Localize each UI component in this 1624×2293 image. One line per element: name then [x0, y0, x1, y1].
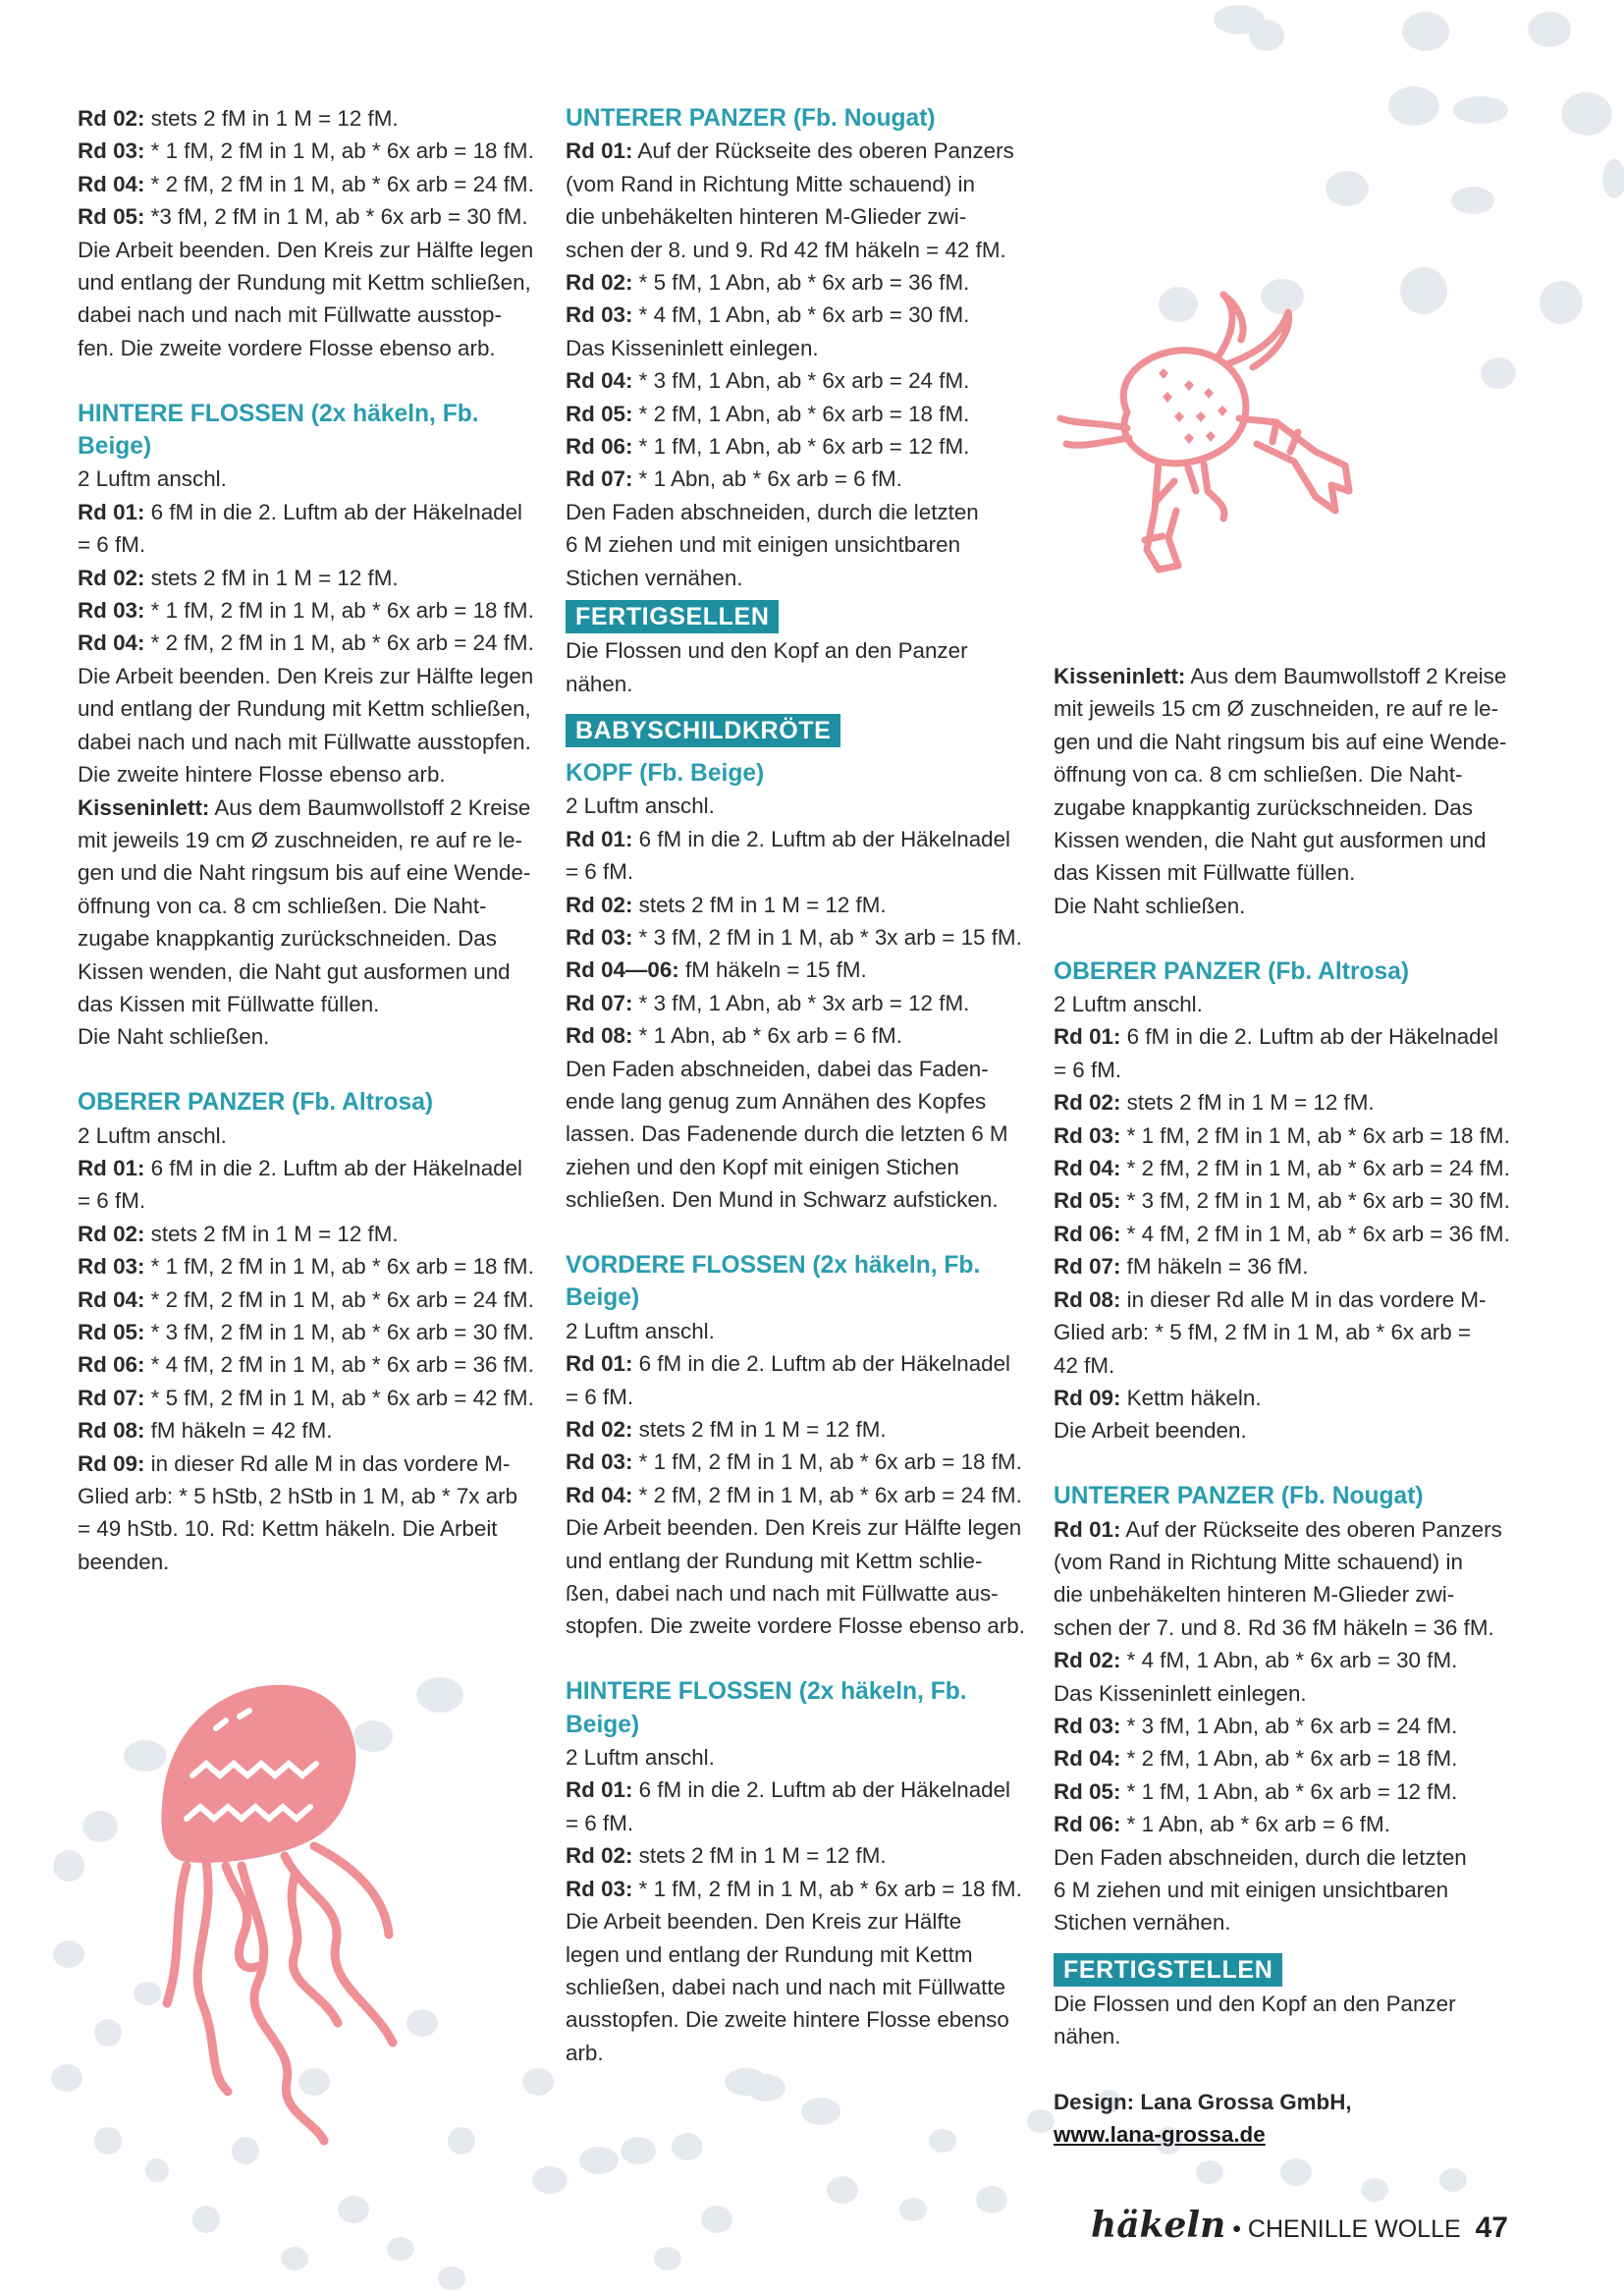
text-line: = 6 fM. [566, 859, 634, 885]
footer-title: CHENILLE WOLLE [1247, 2215, 1461, 2243]
text-block-col2-d [566, 1315, 1025, 1643]
lana-grossa-link[interactable]: www.lana-grossa.de [1054, 2122, 1266, 2148]
text-line: Rd 02: stets 2 fM in 1 M = 12 fM. [566, 1417, 887, 1443]
heading-unterer-panzer: UNTERER PANZER (Fb. Nougat) [566, 105, 936, 132]
text-line: Rd 03: * 1 fM, 2 fM in 1 M, ab * 6x arb = 18 fM. [78, 138, 534, 164]
text-line: legen und entlang der Rundung mit Kettm [566, 1941, 973, 1967]
text-line: Die Arbeit beenden. Den Kreis zur Hälfte legen [566, 1515, 1022, 1541]
text-line: Rd 07: * 1 Abn, ab * 6x arb = 6 fM. [566, 466, 902, 492]
text-line: Die Arbeit beenden. Den Kreis zur Hälfte legen [78, 237, 534, 262]
text-line: Rd 04: * 2 fM, 2 fM in 1 M, ab * 6x arb = 24 fM. [1054, 1156, 1510, 1181]
text-line: 2 Luftm anschl. [566, 1745, 715, 1771]
text-line: Rd 02: * 4 fM, 1 Abn, ab * 6x arb = 30 fM. [1054, 1648, 1458, 1673]
heading-kopf: KOPF (Fb. Beige) [566, 759, 765, 787]
text-line: Rd 04: * 2 fM, 2 fM in 1 M, ab * 6x arb = 24 fM. [78, 1286, 534, 1312]
text-line: die unbehäkelten hinteren M-Glieder zwi- [566, 204, 967, 230]
text-line: 6 M ziehen und mit einigen unsichtbaren [1054, 1878, 1449, 1902]
section-bar-fertigstellen: FERTIGSTELLEN [1054, 1953, 1282, 1987]
text-line: 2 Luftm anschl. [78, 1122, 227, 1148]
text-line: schen der 8. und 9. Rd 42 fM häkeln = 42 fM. [566, 237, 1006, 262]
text-block-col1-a [78, 102, 537, 364]
text-line: Rd 03: * 1 fM, 2 fM in 1 M, ab * 6x arb = 18 fM. [566, 1876, 1022, 1901]
text-block-col2-c [566, 790, 1025, 1216]
text-line: = 6 fM. [566, 1810, 634, 1835]
text-line: 42 fM. [1054, 1352, 1115, 1378]
text-line: und entlang der Rundung mit Kettm schlie- [566, 1548, 983, 1573]
text-line: Rd 05: * 3 fM, 2 fM in 1 M, ab * 6x arb = 30 fM. [78, 1320, 534, 1344]
text-block-col1-b [78, 463, 537, 1053]
heading-unterer-panzer-2: UNTERER PANZER (Fb. Nougat) [1054, 1483, 1424, 1510]
text-line: dabei nach und nach mit Füllwatte ausstopfen. [78, 729, 531, 754]
text-line: Rd 07: * 5 fM, 2 fM in 1 M, ab * 6x arb = 42 fM. [78, 1385, 534, 1410]
text-block-col2-b [566, 634, 1025, 700]
text-line: Glied arb: * 5 fM, 2 fM in 1 M, ab * 6x arb = [1054, 1320, 1471, 1345]
text-line: Glied arb: * 5 hStb, 2 hStb in 1 M, ab * 7x arb [78, 1484, 518, 1509]
text-line: Kissen wenden, die Naht gut ausformen und [1054, 828, 1487, 853]
text-line: Das Kisseninlett einlegen. [566, 335, 819, 360]
text-line: Rd 02: stets 2 fM in 1 M = 12 fM. [78, 565, 399, 590]
text-line: = 6 fM. [1054, 1057, 1122, 1082]
text-line: Rd 09: Kettm häkeln. [1054, 1385, 1262, 1410]
heading-hintere-flossen: HINTERE FLOSSEN (2x häkeln, Fb. Beige) [78, 400, 479, 461]
text-line: Den Faden abschneiden, durch die letzten [1054, 1844, 1467, 1870]
text-line: das Kissen mit Füllwatte füllen. [78, 991, 380, 1016]
column-middle [566, 102, 1025, 2069]
text-line: ziehen und den Kopf mit einigen Stichen [566, 1154, 959, 1179]
text-line: schließen, dabei nach und nach mit Füllwatte [566, 1974, 1006, 1999]
text-line: mit jeweils 15 cm Ø zuschneiden, re auf re le- [1054, 696, 1498, 722]
text-line: Rd 04—06: fM häkeln = 15 fM. [566, 957, 867, 983]
text-line: 6 M ziehen und mit einigen unsichtbaren [566, 532, 961, 558]
text-line: und entlang der Rundung mit Kettm schließen, [78, 270, 531, 296]
text-line: Stichen vernähen. [566, 565, 743, 590]
footer-script-logo: häkeln [1091, 2205, 1226, 2246]
text-line: 2 Luftm anschl. [566, 1318, 715, 1343]
text-line: Rd 06: * 4 fM, 2 fM in 1 M, ab * 6x arb = 36 fM. [78, 1352, 534, 1378]
text-line: Rd 02: stets 2 fM in 1 M = 12 fM. [1054, 1090, 1375, 1116]
text-line: Die Arbeit beenden. [1054, 1418, 1247, 1444]
text-line: Die Naht schließen. [78, 1024, 270, 1050]
text-line: öffnung von ca. 8 cm schließen. Die Naht- [78, 893, 487, 918]
text-block-col3-b [1054, 988, 1513, 1447]
text-line: beenden. [78, 1549, 170, 1574]
text-line: Rd 01: 6 fM in die 2. Luftm ab der Häkelnadel [566, 1777, 1011, 1803]
text-line: Rd 03: * 1 fM, 2 fM in 1 M, ab * 6x arb = 18 fM. [566, 1449, 1022, 1475]
text-line: (vom Rand in Richtung Mitte schauend) in [566, 171, 975, 196]
text-line: Rd 01: Auf der Rückseite des oberen Panzers [566, 138, 1014, 164]
heading-hintere-flossen-2: HINTERE FLOSSEN (2x häkeln, Fb. Beige) [566, 1678, 967, 1738]
crab-illustration [1060, 295, 1349, 570]
jellyfish-illustration [161, 1685, 393, 2141]
text-line: Die zweite hintere Flosse ebenso arb. [78, 762, 446, 788]
text-line: Rd 03: * 4 fM, 1 Abn, ab * 6x arb = 30 fM. [566, 302, 970, 328]
text-line: Rd 08: fM häkeln = 42 fM. [78, 1418, 333, 1444]
text-line: Rd 08: * 1 Abn, ab * 6x arb = 6 fM. [566, 1023, 902, 1049]
text-line: Rd 06: * 4 fM, 2 fM in 1 M, ab * 6x arb = 36 fM. [1054, 1221, 1510, 1246]
text-line: 2 Luftm anschl. [1054, 992, 1203, 1017]
text-line: lassen. Das Fadenende durch die letzten 6 M [566, 1121, 1008, 1147]
text-line: = 49 hStb. 10. Rd: Kettm häkeln. Die Arbeit [78, 1516, 498, 1542]
text-block-col1-c [78, 1119, 537, 1579]
column-right [1054, 660, 1513, 2152]
text-line: Rd 01: 6 fM in die 2. Luftm ab der Häkelnadel [566, 1351, 1011, 1377]
page-number: 47 [1475, 2211, 1508, 2244]
text-line: Rd 07: fM häkeln = 36 fM. [1054, 1254, 1309, 1280]
text-line: ende lang genug zum Annähen des Kopfes [566, 1088, 987, 1114]
text-line: Den Faden abschneiden, durch die letzten [566, 499, 979, 524]
text-line: die unbehäkelten hinteren M-Glieder zwi- [1054, 1582, 1455, 1608]
text-line: Rd 04: * 2 fM, 1 Abn, ab * 6x arb = 18 fM. [1054, 1746, 1458, 1772]
text-line: ausstopfen. Die zweite hintere Flosse ebenso [566, 2007, 1009, 2033]
text-line: Rd 05: * 2 fM, 1 Abn, ab * 6x arb = 18 fM. [566, 401, 970, 426]
text-line: Rd 04: * 3 fM, 1 Abn, ab * 6x arb = 24 fM. [566, 368, 970, 394]
text-line: = 6 fM. [78, 1188, 146, 1214]
text-line: schließen. Den Mund in Schwarz aufsticken. [566, 1187, 999, 1213]
text-line: dabei nach und nach mit Füllwatte ausstop- [78, 302, 502, 328]
text-line: fen. Die zweite vordere Flosse ebenso arb. [78, 335, 496, 360]
text-line: zugabe knappkantig zurückschneiden. Das [78, 926, 497, 952]
design-link-line [1054, 2118, 1513, 2151]
text-line: stopfen. Die zweite vordere Flosse ebenso arb. [566, 1613, 1025, 1639]
text-line: schen der 7. und 8. Rd 36 fM häkeln = 36 fM. [1054, 1614, 1494, 1640]
text-line: Rd 05: * 1 fM, 1 Abn, ab * 6x arb = 12 fM. [1054, 1778, 1458, 1804]
text-line: 2 Luftm anschl. [78, 466, 227, 492]
text-block-col2-a [566, 135, 1025, 594]
text-line: Das Kisseninlett einlegen. [1054, 1680, 1307, 1706]
text-line: und entlang der Rundung mit Kettm schließen, [78, 696, 531, 722]
text-line: Rd 01: 6 fM in die 2. Luftm ab der Häkelnadel [1054, 1024, 1499, 1050]
text-line: Rd 06: * 1 fM, 1 Abn, ab * 6x arb = 12 fM. [566, 434, 970, 460]
text-line: (vom Rand in Richtung Mitte schauend) in [1054, 1549, 1463, 1574]
column-left [78, 102, 537, 1578]
text-line: Rd 02: stets 2 fM in 1 M = 12 fM. [78, 1221, 399, 1246]
text-line: Rd 05: * 3 fM, 2 fM in 1 M, ab * 6x arb = 30 fM. [1054, 1188, 1510, 1214]
section-bar-babyschildkroete: BABYSCHILDKRÖTE [566, 714, 840, 747]
text-line: Rd 03: * 3 fM, 2 fM in 1 M, ab * 3x arb = 15 fM. [566, 924, 1022, 950]
text-line: Rd 03: * 1 fM, 2 fM in 1 M, ab * 6x arb = 18 fM. [78, 1254, 534, 1280]
text-line: Rd 09: in dieser Rd alle M in das vordere M- [78, 1450, 511, 1476]
text-line: Rd 03: * 3 fM, 1 Abn, ab * 6x arb = 24 fM. [1054, 1713, 1458, 1738]
text-line: Rd 02: * 5 fM, 1 Abn, ab * 6x arb = 36 fM. [566, 270, 970, 296]
footer-separator: • [1232, 2215, 1241, 2243]
text-block-col3-a [1054, 660, 1513, 922]
text-line: 2 Luftm anschl. [566, 793, 715, 819]
text-line: Rd 02: stets 2 fM in 1 M = 12 fM. [78, 106, 399, 131]
text-line: Den Faden abschneiden, dabei das Faden- [566, 1056, 989, 1081]
text-line: Rd 04: * 2 fM, 2 fM in 1 M, ab * 6x arb = 24 fM. [78, 630, 534, 656]
text-line: Stichen vernähen. [1054, 1910, 1231, 1936]
text-line: Rd 01: Auf der Rückseite des oberen Panzers [1054, 1516, 1502, 1542]
text-line: arb. [566, 2040, 604, 2065]
text-line: Rd 06: * 1 Abn, ab * 6x arb = 6 fM. [1054, 1812, 1390, 1837]
text-line: gen und die Naht ringsum bis auf eine Wende- [1054, 729, 1507, 754]
text-line: öffnung von ca. 8 cm schließen. Die Naht- [1054, 762, 1463, 788]
text-line: Die Arbeit beenden. Den Kreis zur Hälfte legen [78, 663, 534, 688]
heading-vordere-flossen: VORDERE FLOSSEN (2x häkeln, Fb. Beige) [566, 1251, 981, 1312]
text-line: = 6 fM. [78, 532, 146, 558]
text-line: ßen, dabei nach und nach mit Füllwatte aus- [566, 1581, 999, 1607]
heading-oberer-panzer-2: OBERER PANZER (Fb. Altrosa) [1054, 957, 1410, 985]
text-line: Rd 04: * 2 fM, 2 fM in 1 M, ab * 6x arb = 24 fM. [566, 1482, 1022, 1507]
text-line: = 6 fM. [566, 1384, 634, 1409]
text-line: das Kissen mit Füllwatte füllen. [1054, 860, 1356, 886]
text-line: Rd 01: 6 fM in die 2. Luftm ab der Häkelnadel [566, 826, 1011, 851]
text-line: Rd 07: * 3 fM, 1 Abn, ab * 3x arb = 12 fM. [566, 990, 970, 1015]
text-line: Die Flossen und den Kopf an den Panzer nähen. [566, 638, 968, 696]
text-line: mit jeweils 19 cm Ø zuschneiden, re auf re le- [78, 827, 522, 852]
design-credit: Design: Lana Grossa GmbH, [1054, 2090, 1352, 2115]
text-block-col3-d [1054, 1988, 1513, 2053]
text-line: Kisseninlett: Aus dem Baumwollstoff 2 Kreise [78, 794, 531, 820]
text-line: Die Arbeit beenden. Den Kreis zur Hälfte [566, 1909, 962, 1935]
section-bar-fertigsellen: FERTIGSELLEN [566, 600, 779, 633]
text-line: Kisseninlett: Aus dem Baumwollstoff 2 Kreise [1054, 664, 1507, 688]
text-block-col3-c [1054, 1513, 1513, 1939]
text-line: Die Naht schließen. [1054, 893, 1246, 918]
text-line: Die Flossen und den Kopf an den Panzer nähen. [1054, 1991, 1456, 2049]
page-footer [1091, 2206, 1508, 2249]
text-line: Rd 03: * 1 fM, 2 fM in 1 M, ab * 6x arb = 18 fM. [1054, 1122, 1510, 1148]
text-line: Rd 05: *3 fM, 2 fM in 1 M, ab * 6x arb = 30 fM. [78, 204, 528, 230]
text-line: Rd 03: * 1 fM, 2 fM in 1 M, ab * 6x arb = 18 fM. [78, 598, 534, 624]
text-line: Rd 04: * 2 fM, 2 fM in 1 M, ab * 6x arb = 24 fM. [78, 171, 534, 196]
text-line: gen und die Naht ringsum bis auf eine Wende- [78, 860, 531, 886]
text-line: Rd 01: 6 fM in die 2. Luftm ab der Häkelnadel [78, 1155, 523, 1180]
text-line: Rd 02: stets 2 fM in 1 M = 12 fM. [566, 1843, 887, 1869]
heading-oberer-panzer: OBERER PANZER (Fb. Altrosa) [78, 1089, 434, 1117]
text-line: zugabe knappkantig zurückschneiden. Das [1054, 794, 1473, 820]
text-block-col2-e [566, 1741, 1025, 2069]
text-line: Kissen wenden, die Naht gut ausformen und [78, 958, 511, 984]
text-line: Rd 01: 6 fM in die 2. Luftm ab der Häkelnadel [78, 499, 523, 524]
text-line: Rd 02: stets 2 fM in 1 M = 12 fM. [566, 892, 887, 917]
text-line: Rd 08: in dieser Rd alle M in das vordere M- [1054, 1286, 1487, 1312]
